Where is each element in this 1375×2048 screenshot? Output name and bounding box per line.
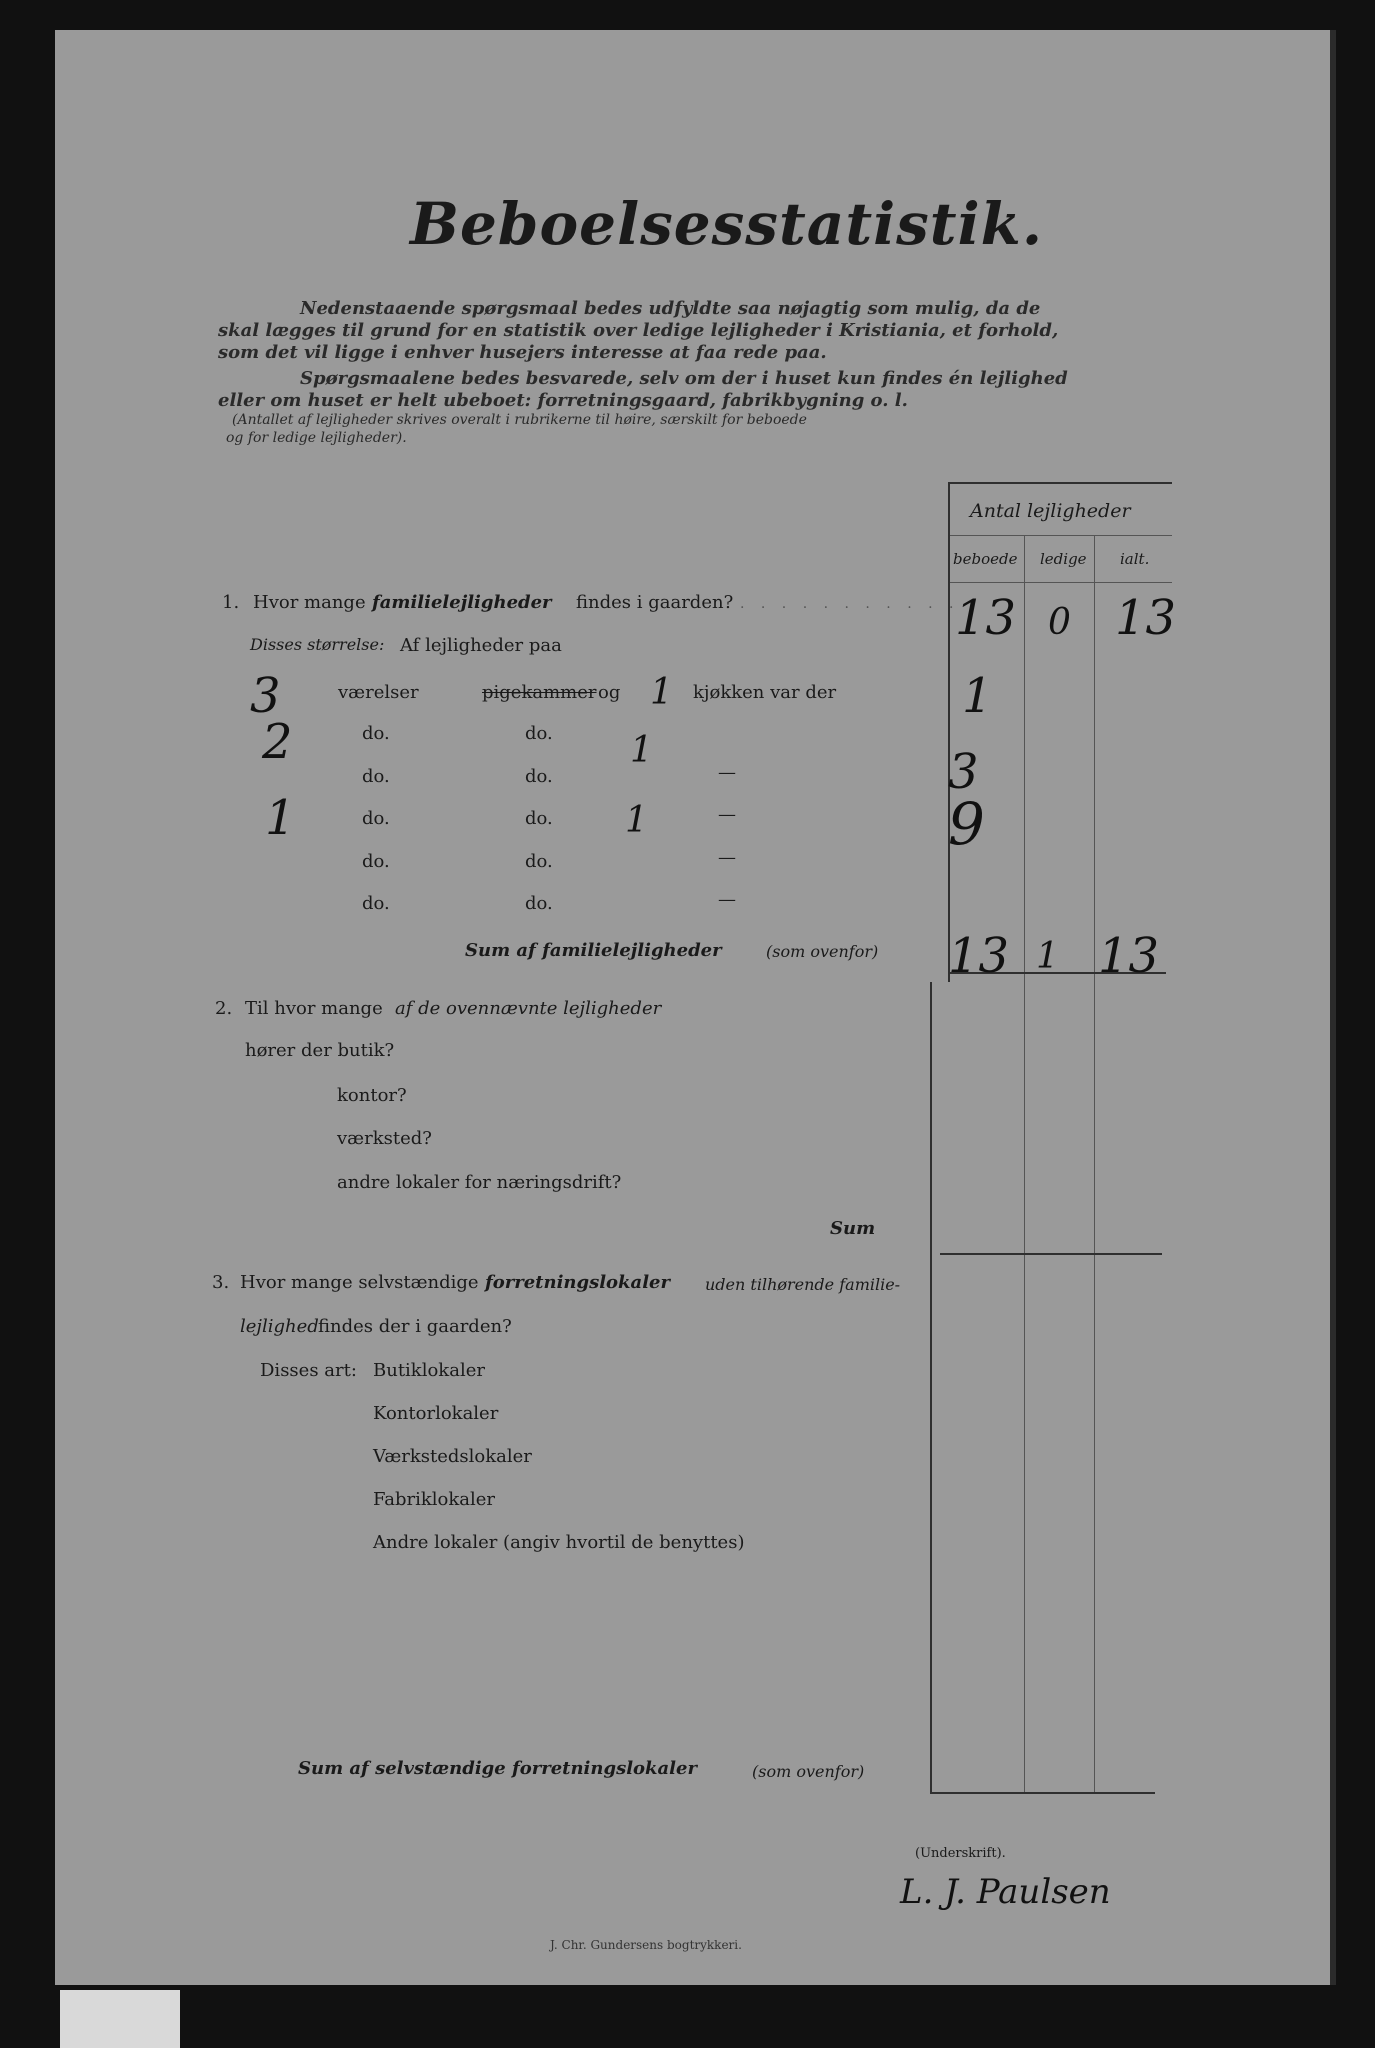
q3-item-kontor: Kontorlokaler [373, 1403, 499, 1424]
table-col-divider-1 [1024, 535, 1025, 1792]
q3-sum-label: Sum af selvstændige forretningslokaler [298, 1758, 697, 1779]
q1-text-pre: Hvor mange [253, 592, 366, 613]
q2-number: 2. [215, 998, 233, 1019]
q1-row4-do-2: do. [525, 851, 553, 872]
q3-item-vaerksted: Værkstedslokaler [373, 1446, 532, 1467]
q1-row3-do-1: do. [362, 808, 390, 829]
q1-text-emph: familielejligheder [372, 592, 552, 613]
q1-row3-rooms: 1 [265, 790, 296, 846]
q1-size-label: Disses størrelse: [250, 635, 385, 654]
q1-size-label-2: Af lejligheder paa [400, 635, 562, 656]
q1-row2-do-2: do. [525, 723, 553, 744]
q1-row2-kitchen: 1 [630, 730, 653, 771]
q1-row2-beboede: 3 [948, 744, 979, 800]
q1-row4-do-1: do. [362, 851, 390, 872]
table-col-divider-2 [1094, 535, 1095, 1792]
q1-text-post: findes i gaarden? [576, 592, 734, 613]
q3-item-fabrik: Fabriklokaler [373, 1489, 496, 1510]
q1-row5-do-1: do. [362, 893, 390, 914]
q2-vaerksted: værksted? [337, 1128, 432, 1149]
page-title: Beboelsesstatistik. [410, 190, 1044, 258]
intro-line-1: Nedenstaaende spørgsmaal bedes udfyldte saa nøjagtig som mulig, da de [300, 298, 1041, 319]
table-top-rule [950, 482, 1172, 484]
intro-line-3: som det vil ligge i enhver husejers interesse at faa rede paa. [218, 342, 827, 363]
q3-item-andre: Andre lokaler (angiv hvortil de benyttes) [373, 1532, 745, 1553]
q1-row4-dash: — [718, 847, 736, 868]
q1-leader: . . . . . . . . . . . . [740, 596, 981, 612]
table-group-header: Antal lejligheder [970, 500, 1131, 522]
q1-sum-ialt: 13 [1098, 928, 1160, 984]
intro-line-6: (Antallet af lejligheder skrives overalt i rubrikerne til høire, særskilt for beboede [232, 412, 807, 428]
q1-sum-note: (som ovenfor) [766, 942, 879, 961]
film-edge [60, 1990, 180, 2048]
q1-row1-beboede: 1 [962, 668, 993, 724]
q2-sum: Sum [830, 1218, 876, 1239]
col-header-ialt: ialt. [1120, 550, 1150, 568]
q1-row3-do-2: do. [525, 808, 553, 829]
col-header-ledige: ledige [1040, 550, 1087, 568]
q1-row5-do-2: do. [525, 893, 553, 914]
q1-answer-ledige: 0 [1048, 602, 1071, 643]
q1-answer-beboede: 13 [955, 590, 1017, 646]
table-left-line [948, 482, 950, 982]
q1-row3-dash: — [718, 804, 736, 825]
intro-line-5: eller om huset er helt ubeboet: forretningsgaard, fabrikbygning o. l. [218, 390, 908, 411]
q1-row2-do-1: do. [362, 723, 390, 744]
q2-text-pre: Til hvor mange [245, 998, 383, 1019]
q1-row1-vaerelser: værelser [338, 682, 419, 703]
q1-row2-rooms: 2 [262, 714, 293, 770]
q1-row1-kjokken: kjøkken var der [693, 682, 837, 703]
q3-number: 3. [212, 1272, 230, 1293]
q1-sum-ledige: 1 [1036, 936, 1059, 977]
intro-line-2: skal lægges til grund for en statistik over ledige lejligheder i Kristiania, et forhold, [218, 320, 1059, 341]
q3-item-butik: Butiklokaler [373, 1360, 485, 1381]
q3-art-label: Disses art: [260, 1360, 357, 1381]
q1-answer-ialt: 13 [1115, 590, 1177, 646]
q2-butik: hører der butik? [245, 1040, 395, 1061]
q1-row3-kitchen: 1 [625, 800, 648, 841]
q1-sum-label: Sum af familielejligheder [465, 940, 722, 961]
signature-label: (Underskrift). [915, 1846, 1006, 1861]
q1-row1-kitchen: 1 [650, 672, 673, 713]
sum-rule-q2 [940, 1253, 1162, 1255]
table-left-line-lower [930, 982, 932, 1792]
q1-number: 1. [222, 592, 240, 613]
q1-row1-og: og [598, 682, 621, 703]
table-subheader-rule [950, 535, 1172, 536]
q1-row2b-do-1: do. [362, 766, 390, 787]
intro-line-4: Spørgsmaalene bedes besvarede, selv om der i huset kun findes én lejlighed [300, 368, 1068, 389]
q1-row3-beboede: 9 [948, 790, 985, 858]
q2-andre: andre lokaler for næringsdrift? [337, 1172, 622, 1193]
q3-sum-note: (som ovenfor) [752, 1762, 865, 1781]
q3-text-emph2: uden tilhørende familie- [705, 1275, 901, 1294]
q3-text-emph: forretningslokaler [485, 1272, 670, 1293]
q1-row2-dash: — [718, 762, 736, 783]
q1-row1-rooms: 3 [250, 668, 281, 724]
q3-line2: findes der i gaarden? [318, 1316, 512, 1337]
q2-text-emph: af de ovennævnte lejligheder [395, 998, 662, 1019]
q3-text-pre: Hvor mange selvstændige [240, 1272, 479, 1293]
printer-imprint: J. Chr. Gundersens bogtrykkeri. [550, 1938, 742, 1952]
intro-line-7: og for ledige lejligheder). [226, 430, 407, 446]
col-header-beboede: beboede [953, 550, 1018, 568]
q2-kontor: kontor? [337, 1085, 407, 1106]
q3-lejlighed: lejlighed [240, 1316, 319, 1337]
sum-rule-q3 [930, 1792, 1155, 1794]
q1-sum-beboede: 13 [948, 928, 1010, 984]
q1-row1-pigekammer: pigekammer [482, 682, 597, 703]
q1-row2b-do-2: do. [525, 766, 553, 787]
signature-value: L. J. Paulsen [900, 1872, 1111, 1912]
table-header-rule [950, 582, 1172, 583]
q1-row5-dash: — [718, 889, 736, 910]
